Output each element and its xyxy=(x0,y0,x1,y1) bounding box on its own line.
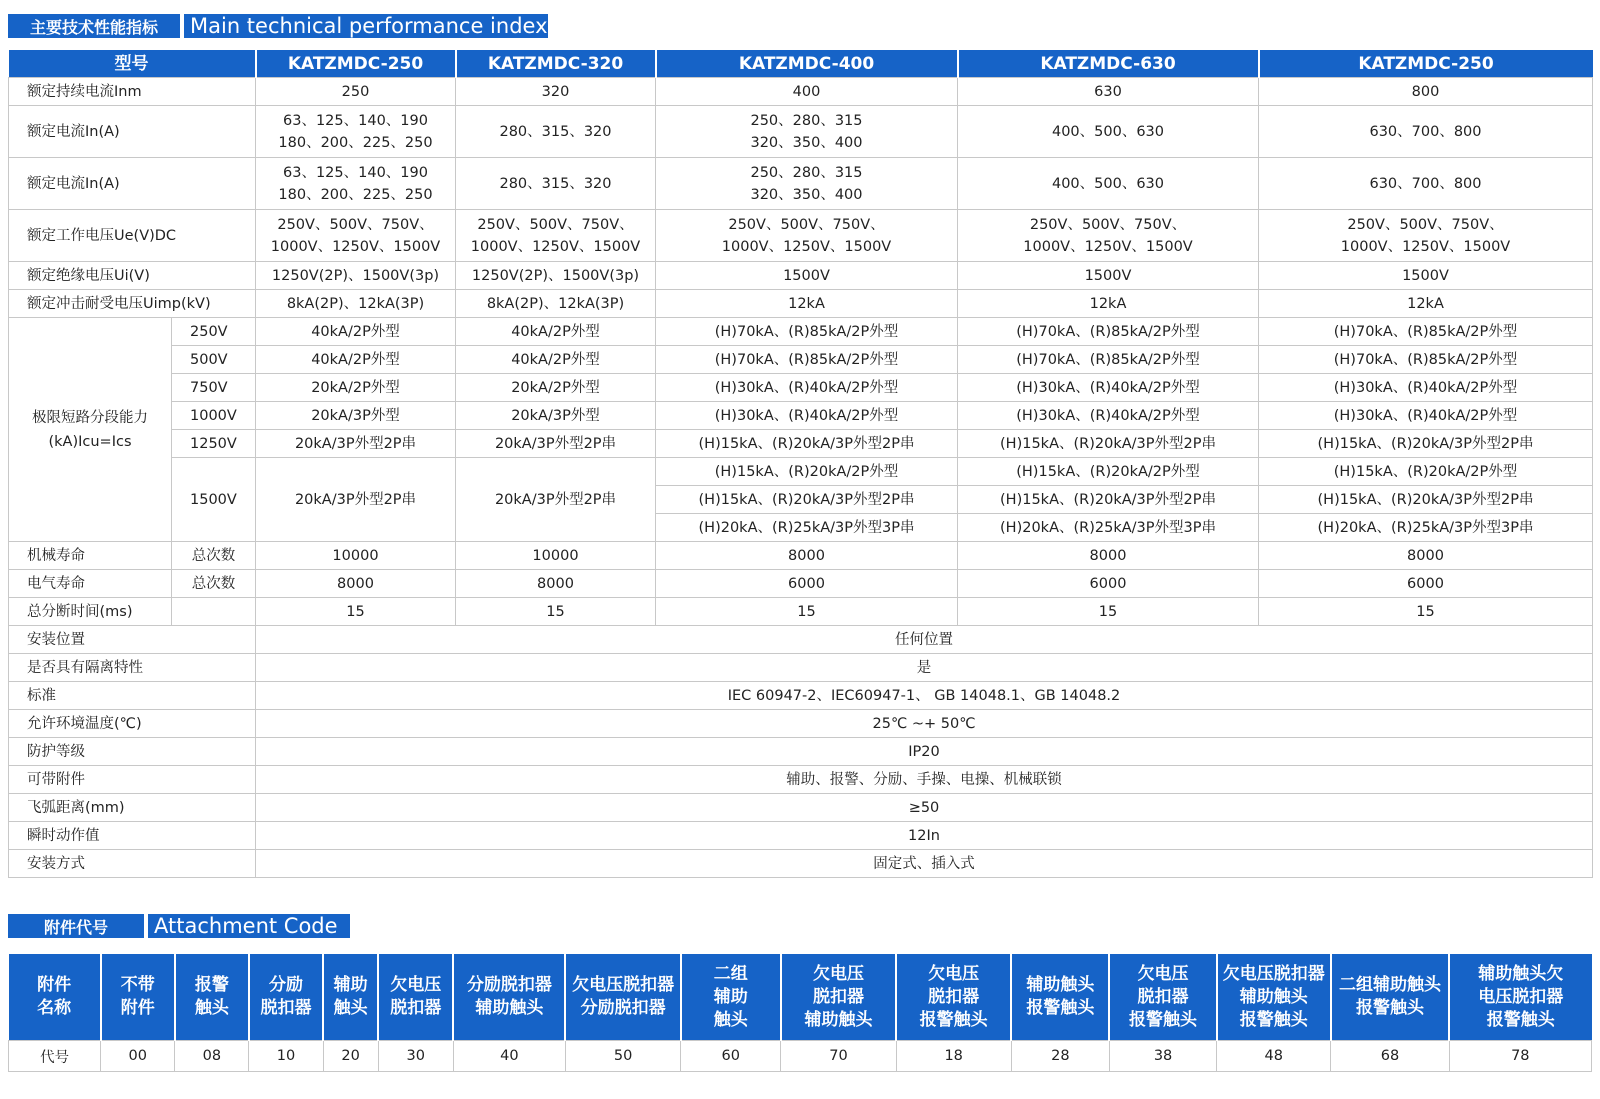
cell: 8000 xyxy=(1259,542,1593,570)
cell: (H)70kA、(R)85kA/2P外型 xyxy=(1259,318,1593,346)
cell: 63、125、140、190 180、200、225、250 xyxy=(256,158,456,210)
table-row xyxy=(9,654,1593,682)
table-row xyxy=(9,822,1593,850)
table-row xyxy=(9,106,1593,158)
section-title-en: Attachment Code xyxy=(148,914,350,938)
attachment-code: 30 xyxy=(378,1041,453,1072)
row-label: 瞬时动作值 xyxy=(9,822,256,850)
table-row xyxy=(9,290,1593,318)
attachment-name: 二组 辅助 触头 xyxy=(681,954,781,1041)
cell: 250V、500V、750V、 1000V、1250V、1500V xyxy=(958,210,1259,262)
table-row xyxy=(9,402,1593,430)
cell: 15 xyxy=(1259,598,1593,626)
cell: 20kA/2P外型 xyxy=(256,374,456,402)
cell: 25℃ ~+ 50℃ xyxy=(256,710,1593,738)
cell: 250V、500V、750V、 1000V、1250V、1500V xyxy=(656,210,958,262)
cell: 任何位置 xyxy=(256,626,1593,654)
attachment-name: 欠电压 脱扣器 辅助触头 xyxy=(781,954,896,1041)
cell: 63、125、140、190 180、200、225、250 xyxy=(256,106,456,158)
cell: 630、700、800 xyxy=(1259,158,1593,210)
attachment-code: 08 xyxy=(175,1041,249,1072)
cell: (H)30kA、(R)40kA/2P外型 xyxy=(1259,374,1593,402)
attachment-name: 辅助触头欠 电压脱扣器 报警触头 xyxy=(1449,954,1591,1041)
row-label: 总分断时间(ms) xyxy=(9,598,172,626)
cell: (H)15kA、(R)20kA/2P外型 xyxy=(656,458,958,486)
header-model: KATZMDC-320 xyxy=(456,50,656,78)
cell: 20kA/3P外型2P串 xyxy=(256,430,456,458)
cell: 250V、500V、750V、 1000V、1250V、1500V xyxy=(456,210,656,262)
attachment-name: 欠电压 脱扣器 xyxy=(378,954,453,1041)
cell: 800 xyxy=(1259,78,1593,106)
attachment-name: 欠电压 脱扣器 报警触头 xyxy=(1109,954,1216,1041)
cell: 40kA/2P外型 xyxy=(256,318,456,346)
row-label: 飞弧距离(mm) xyxy=(9,794,256,822)
cell: ≥50 xyxy=(256,794,1593,822)
cell: (H)15kA、(R)20kA/2P外型 xyxy=(1259,458,1593,486)
cell: (H)30kA、(R)40kA/2P外型 xyxy=(656,374,958,402)
attachment-code: 48 xyxy=(1217,1041,1331,1072)
header-model: KATZMDC-400 xyxy=(656,50,958,78)
attachment-code: 10 xyxy=(249,1041,323,1072)
cell: 20kA/3P外型2P串 xyxy=(256,458,456,542)
attachment-code-row xyxy=(9,1041,1592,1072)
performance-table xyxy=(8,50,1593,878)
attachment-code: 60 xyxy=(681,1041,781,1072)
cell: 6000 xyxy=(1259,570,1593,598)
empty-cell xyxy=(172,598,256,626)
cell: 20kA/2P外型 xyxy=(456,374,656,402)
row-label: 是否具有隔离特性 xyxy=(9,654,256,682)
cell: 40kA/2P外型 xyxy=(456,318,656,346)
cell: 40kA/2P外型 xyxy=(256,346,456,374)
breaking-capacity-label: 极限短路分段能力 (kA)Icu=Ics xyxy=(9,318,172,542)
table-row xyxy=(9,158,1593,210)
row-label: 额定持续电流Inm xyxy=(9,78,256,106)
attachment-header-row xyxy=(9,954,1592,1041)
row-label: 额定工作电压Ue(V)DC xyxy=(9,210,256,262)
header-model: KATZMDC-250 xyxy=(1259,50,1593,78)
table-row xyxy=(9,598,1593,626)
cell: 辅助、报警、分励、手操、电操、机械联锁 xyxy=(256,766,1593,794)
voltage-label: 1500V xyxy=(172,458,256,542)
attachment-name: 辅助触头 报警触头 xyxy=(1011,954,1109,1041)
table-row xyxy=(9,794,1593,822)
cell: 1250V(2P)、1500V(3p) xyxy=(256,262,456,290)
cell: 12kA xyxy=(1259,290,1593,318)
attachment-name: 辅助 触头 xyxy=(323,954,378,1041)
cell: 400、500、630 xyxy=(958,106,1259,158)
row-label: 标准 xyxy=(9,682,256,710)
table-row xyxy=(9,542,1593,570)
table-header-row xyxy=(9,50,1593,78)
cell: 630、700、800 xyxy=(1259,106,1593,158)
cell: 250V、500V、750V、 1000V、1250V、1500V xyxy=(1259,210,1593,262)
attachment-name: 分励脱扣器 辅助触头 xyxy=(453,954,565,1041)
attachment-name: 二组辅助触头 报警触头 xyxy=(1331,954,1449,1041)
cell: 12kA xyxy=(656,290,958,318)
row-label: 可带附件 xyxy=(9,766,256,794)
section-title-zh: 主要技术性能指标 xyxy=(8,14,180,38)
cell: (H)70kA、(R)85kA/2P外型 xyxy=(958,346,1259,374)
attachment-code: 50 xyxy=(565,1041,680,1072)
table-row xyxy=(9,262,1593,290)
header-model: KATZMDC-630 xyxy=(958,50,1259,78)
cell: 15 xyxy=(958,598,1259,626)
row-label: 额定电流In(A) xyxy=(9,106,256,158)
cell: 8000 xyxy=(656,542,958,570)
cell: (H)70kA、(R)85kA/2P外型 xyxy=(656,318,958,346)
cell: 1500V xyxy=(1259,262,1593,290)
row-label: 电气寿命 xyxy=(9,570,172,598)
cell: 固定式、插入式 xyxy=(256,850,1593,878)
table-row xyxy=(9,318,1593,346)
cell: 1500V xyxy=(958,262,1259,290)
cell: 8kA(2P)、12kA(3P) xyxy=(456,290,656,318)
cell: 15 xyxy=(256,598,456,626)
cell: 8000 xyxy=(456,570,656,598)
cell: 8000 xyxy=(958,542,1259,570)
cell: 250、280、315 320、350、400 xyxy=(656,158,958,210)
cell: 1250V(2P)、1500V(3p) xyxy=(456,262,656,290)
header-model-label: 型号 xyxy=(9,50,256,78)
table-row xyxy=(9,430,1593,458)
attachment-code: 18 xyxy=(896,1041,1011,1072)
voltage-label: 500V xyxy=(172,346,256,374)
attachment-table xyxy=(8,954,1592,1072)
cell: (H)15kA、(R)20kA/3P外型2P串 xyxy=(656,486,958,514)
attachment-code: 78 xyxy=(1449,1041,1591,1072)
cell: (H)15kA、(R)20kA/2P外型 xyxy=(958,458,1259,486)
cell: 320 xyxy=(456,78,656,106)
cell: (H)15kA、(R)20kA/3P外型2P串 xyxy=(1259,430,1593,458)
cell: (H)15kA、(R)20kA/3P外型2P串 xyxy=(958,486,1259,514)
cell: (H)15kA、(R)20kA/3P外型2P串 xyxy=(656,430,958,458)
attachment-code: 00 xyxy=(101,1041,175,1072)
attachment-code: 70 xyxy=(781,1041,896,1072)
cell: 400、500、630 xyxy=(958,158,1259,210)
section-header-attachment xyxy=(8,914,350,938)
table-row xyxy=(9,682,1593,710)
attachment-code: 68 xyxy=(1331,1041,1449,1072)
row-label: 机械寿命 xyxy=(9,542,172,570)
table-row xyxy=(9,766,1593,794)
cell: (H)15kA、(R)20kA/3P外型2P串 xyxy=(1259,486,1593,514)
cell: 20kA/3P外型2P串 xyxy=(456,430,656,458)
table-row xyxy=(9,626,1593,654)
cell: 20kA/3P外型 xyxy=(456,402,656,430)
row-label: 安装方式 xyxy=(9,850,256,878)
cell: 20kA/3P外型2P串 xyxy=(456,458,656,542)
row-label: 额定电流In(A) xyxy=(9,158,256,210)
cell: 是 xyxy=(256,654,1593,682)
section-title-en: Main technical performance index xyxy=(184,14,548,38)
cell: 8000 xyxy=(256,570,456,598)
cell: 15 xyxy=(456,598,656,626)
attachment-header-label: 附件 名称 xyxy=(9,954,101,1041)
cell: 40kA/2P外型 xyxy=(456,346,656,374)
table-row xyxy=(9,738,1593,766)
cell: 280、315、320 xyxy=(456,106,656,158)
cell: (H)15kA、(R)20kA/3P外型2P串 xyxy=(958,430,1259,458)
cell: 10000 xyxy=(456,542,656,570)
table-row xyxy=(9,458,1593,486)
voltage-label: 250V xyxy=(172,318,256,346)
cell: (H)30kA、(R)40kA/2P外型 xyxy=(958,374,1259,402)
cell: 12kA xyxy=(958,290,1259,318)
table-row xyxy=(9,850,1593,878)
cell: 6000 xyxy=(656,570,958,598)
cell: 250 xyxy=(256,78,456,106)
voltage-label: 750V xyxy=(172,374,256,402)
cell: (H)70kA、(R)85kA/2P外型 xyxy=(958,318,1259,346)
voltage-label: 1000V xyxy=(172,402,256,430)
table-row xyxy=(9,210,1593,262)
attachment-name: 欠电压脱扣器 分励脱扣器 xyxy=(565,954,680,1041)
cell: IP20 xyxy=(256,738,1593,766)
cell: 6000 xyxy=(958,570,1259,598)
cell: (H)20kA、(R)25kA/3P外型3P串 xyxy=(656,514,958,542)
cell: 280、315、320 xyxy=(456,158,656,210)
cell: 630 xyxy=(958,78,1259,106)
row-sublabel: 总次数 xyxy=(172,570,256,598)
table-row xyxy=(9,78,1593,106)
row-label: 额定绝缘电压Ui(V) xyxy=(9,262,256,290)
cell: 20kA/3P外型 xyxy=(256,402,456,430)
cell: 15 xyxy=(656,598,958,626)
section-header-performance xyxy=(8,14,548,38)
table-row xyxy=(9,570,1593,598)
row-label: 允许环境温度(℃) xyxy=(9,710,256,738)
attachment-name: 报警 触头 xyxy=(175,954,249,1041)
cell: 1500V xyxy=(656,262,958,290)
row-label: 防护等级 xyxy=(9,738,256,766)
table-row xyxy=(9,346,1593,374)
attachment-code: 28 xyxy=(1011,1041,1109,1072)
attachment-name: 分励 脱扣器 xyxy=(249,954,323,1041)
cell: 400 xyxy=(656,78,958,106)
cell: (H)70kA、(R)85kA/2P外型 xyxy=(656,346,958,374)
cell: IEC 60947-2、IEC60947-1、 GB 14048.1、GB 14048.2 xyxy=(256,682,1593,710)
attachment-name: 欠电压脱扣器 辅助触头 报警触头 xyxy=(1217,954,1331,1041)
attachment-code: 20 xyxy=(323,1041,378,1072)
header-model: KATZMDC-250 xyxy=(256,50,456,78)
cell: (H)70kA、(R)85kA/2P外型 xyxy=(1259,346,1593,374)
cell: 8kA(2P)、12kA(3P) xyxy=(256,290,456,318)
cell: (H)20kA、(R)25kA/3P外型3P串 xyxy=(1259,514,1593,542)
row-label: 安装位置 xyxy=(9,626,256,654)
row-label: 额定冲击耐受电压Uimp(kV) xyxy=(9,290,256,318)
cell: 12In xyxy=(256,822,1593,850)
cell: 250、280、315 320、350、400 xyxy=(656,106,958,158)
cell: (H)30kA、(R)40kA/2P外型 xyxy=(1259,402,1593,430)
cell: (H)20kA、(R)25kA/3P外型3P串 xyxy=(958,514,1259,542)
cell: 250V、500V、750V、 1000V、1250V、1500V xyxy=(256,210,456,262)
attachment-code: 40 xyxy=(453,1041,565,1072)
attachment-code: 38 xyxy=(1109,1041,1216,1072)
cell: (H)30kA、(R)40kA/2P外型 xyxy=(958,402,1259,430)
cell: (H)30kA、(R)40kA/2P外型 xyxy=(656,402,958,430)
cell: 10000 xyxy=(256,542,456,570)
attachment-name: 欠电压 脱扣器 报警触头 xyxy=(896,954,1011,1041)
table-row xyxy=(9,374,1593,402)
code-label: 代号 xyxy=(9,1041,101,1072)
voltage-label: 1250V xyxy=(172,430,256,458)
section-title-zh: 附件代号 xyxy=(8,914,144,938)
attachment-name: 不带 附件 xyxy=(101,954,175,1041)
row-sublabel: 总次数 xyxy=(172,542,256,570)
table-row xyxy=(9,710,1593,738)
